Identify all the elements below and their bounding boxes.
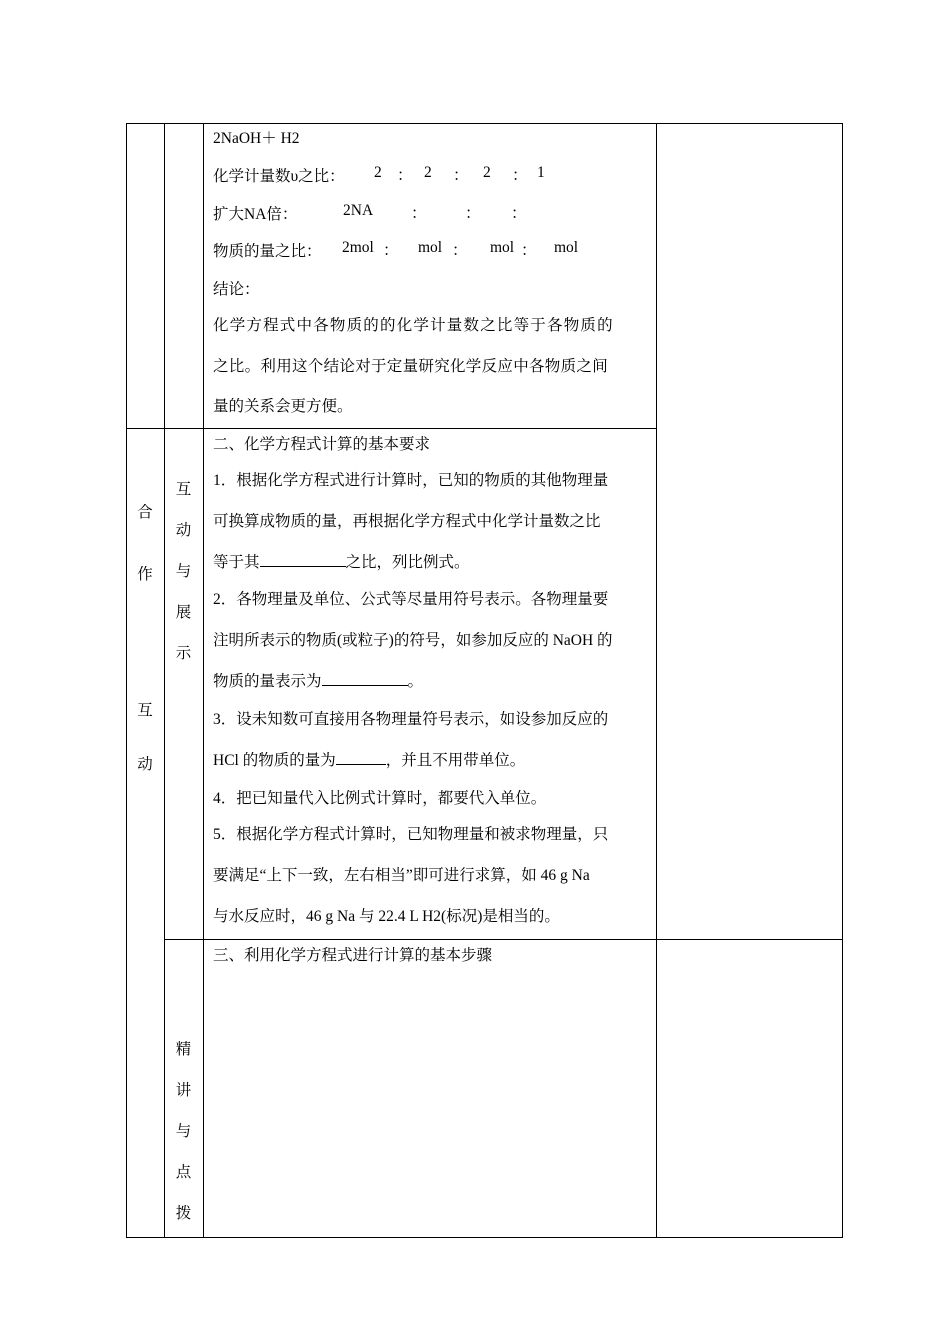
mol-value: 2mol bbox=[342, 239, 374, 256]
lecture-guidance-label bbox=[164, 1037, 203, 1223]
coef-value: 2 bbox=[424, 164, 432, 181]
requirement-line: 5．根据化学方程式计算时，已知物理量和被求物理量，只 bbox=[213, 826, 609, 843]
column2-divider bbox=[203, 123, 204, 1237]
row1-divider bbox=[126, 428, 656, 429]
na-ratio-label: 扩大NA倍： bbox=[213, 206, 298, 223]
table-right-border bbox=[842, 123, 843, 1237]
label-char: 合 bbox=[137, 504, 153, 521]
text-fragment: 之比，列比例式。 bbox=[345, 554, 470, 571]
coef-value: 1 bbox=[537, 164, 545, 181]
text-fragment: 等于其 bbox=[213, 554, 260, 571]
label-char: 讲 bbox=[175, 1082, 192, 1099]
text-fragment: 物质的量表示为 bbox=[213, 673, 322, 690]
coef-colon: ： bbox=[512, 167, 528, 184]
na-colon: ： bbox=[465, 205, 481, 222]
section-heading: 二、化学方程式计算的基本要求 bbox=[213, 436, 431, 453]
label-char: 精 bbox=[175, 1041, 192, 1058]
requirement-line: 注明所表示的物质(或粒子)的符号，如参加反应的 NaOH 的 bbox=[213, 632, 613, 649]
text-fragment: 。 bbox=[407, 673, 424, 690]
conclusion-label: 结论： bbox=[213, 281, 260, 298]
requirement-line bbox=[213, 748, 525, 770]
label-char: 点 bbox=[175, 1164, 192, 1181]
requirement-line: 与水反应时，46 g Na 与 22.4 L H2(标况)是相当的。 bbox=[213, 908, 560, 925]
conclusion-line: 之比。利用这个结论对于定量研究化学反应中各物质之间 bbox=[213, 358, 609, 375]
requirement-line: 3．设未知数可直接用各物理量符号表示，如设参加反应的 bbox=[213, 711, 609, 728]
coef-colon: ： bbox=[453, 167, 469, 184]
label-char: 示 bbox=[175, 645, 192, 662]
label-char: 与 bbox=[175, 563, 192, 580]
fill-blank bbox=[336, 749, 386, 766]
requirement-line: 4．把已知量代入比例式计算时，都要代入单位。 bbox=[213, 790, 547, 807]
mol-colon: ： bbox=[383, 242, 399, 259]
reaction-equation: 2NaOH＋ H2 bbox=[213, 130, 300, 147]
label-char: 展 bbox=[175, 604, 192, 621]
interaction-display-label bbox=[164, 477, 203, 663]
requirement-line: 可换算成物质的量，再根据化学方程式中化学计量数之比 bbox=[213, 513, 601, 530]
fill-blank bbox=[260, 551, 346, 568]
label-char: 拨 bbox=[175, 1205, 192, 1222]
requirement-line: 1．根据化学方程式进行计算时，已知的物质的其他物理量 bbox=[213, 472, 609, 489]
text-fragment: ，并且不用带单位。 bbox=[385, 752, 526, 769]
requirement-line: 要满足“上下一致，左右相当”即可进行求算，如 46 g Na bbox=[213, 867, 590, 884]
label-char: 互 bbox=[137, 702, 153, 719]
coef-value: 2 bbox=[374, 164, 382, 181]
label-char: 动 bbox=[175, 522, 192, 539]
conclusion-line: 量的关系会更方便。 bbox=[213, 398, 353, 415]
label-char: 作 bbox=[137, 566, 153, 583]
coef-value: 2 bbox=[483, 164, 491, 181]
table-bottom-border bbox=[126, 1237, 843, 1238]
mol-value: mol bbox=[418, 239, 443, 256]
text-fragment: HCl 的物质的量为 bbox=[213, 752, 336, 769]
na-colon: ： bbox=[511, 205, 527, 222]
requirement-line: 2．各物理量及单位、公式等尽量用符号表示。各物理量要 bbox=[213, 591, 609, 608]
coef-colon: ： bbox=[397, 167, 413, 184]
conclusion-line: 化学方程式中各物质的的化学计量数之比等于各物质的 bbox=[213, 317, 614, 334]
column3-divider bbox=[656, 123, 657, 1237]
na-value: 2NA bbox=[343, 202, 374, 219]
mol-colon: ： bbox=[521, 242, 537, 259]
requirement-line bbox=[213, 669, 423, 691]
mol-colon: ： bbox=[452, 242, 468, 259]
mol-value: mol bbox=[490, 239, 515, 256]
cooperation-interaction-label bbox=[126, 500, 164, 774]
row2-divider bbox=[164, 939, 843, 940]
mol-value: mol bbox=[554, 239, 579, 256]
label-char: 互 bbox=[175, 481, 192, 498]
requirement-line bbox=[213, 550, 470, 572]
fill-blank bbox=[322, 670, 408, 687]
na-colon: ： bbox=[411, 205, 427, 222]
label-char: 与 bbox=[175, 1123, 192, 1140]
mol-ratio-label: 物质的量之比： bbox=[213, 243, 322, 260]
section-heading: 三、利用化学方程式进行计算的基本步骤 bbox=[213, 947, 493, 964]
label-char: 动 bbox=[137, 756, 153, 773]
table-top-border bbox=[126, 123, 843, 124]
coefficient-ratio-label: 化学计量数υ之比： bbox=[213, 168, 345, 185]
